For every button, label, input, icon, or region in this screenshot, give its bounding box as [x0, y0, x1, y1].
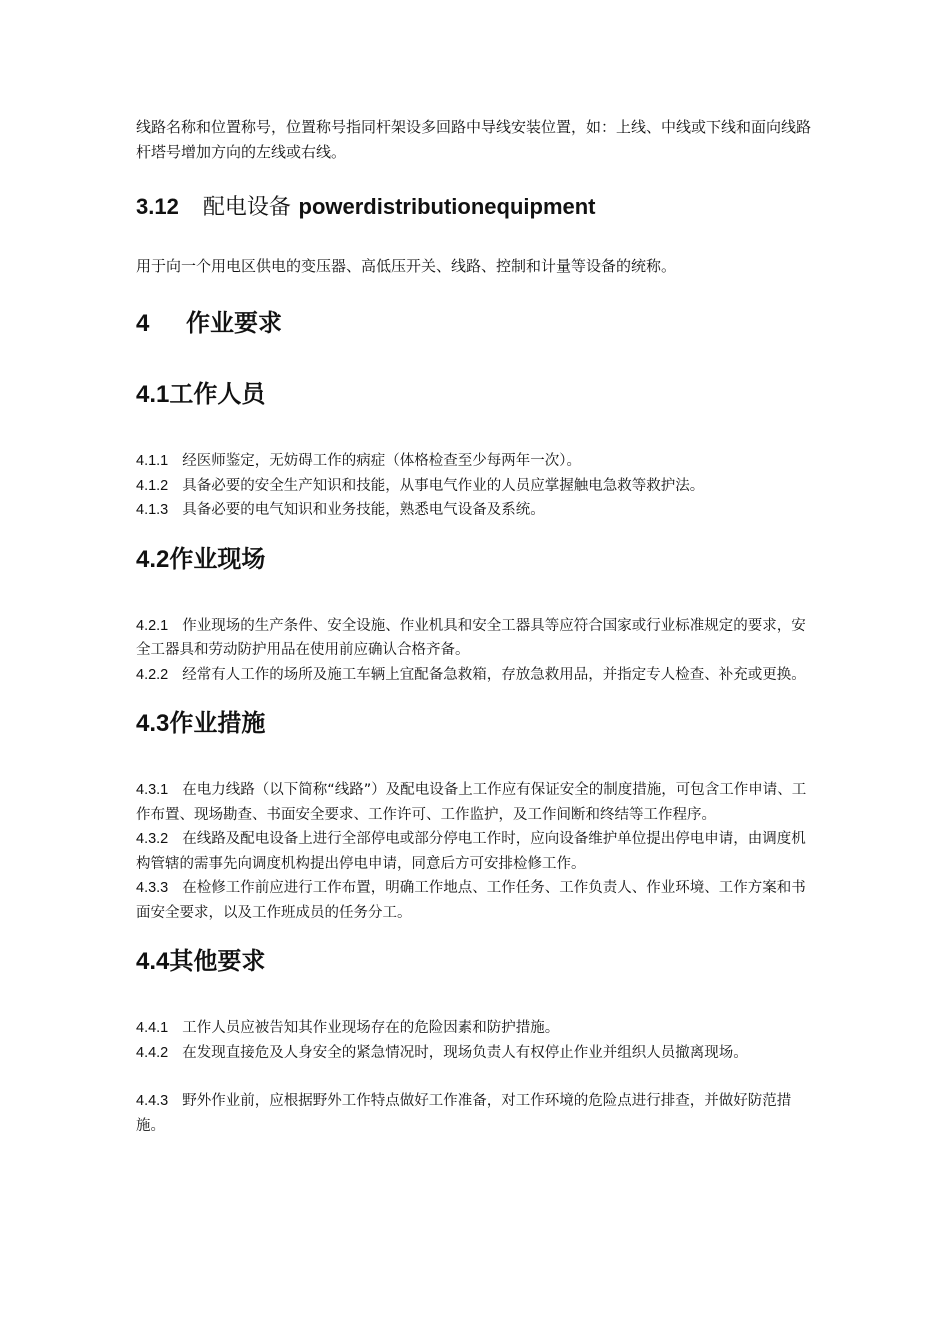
section-title: 作业措施 — [169, 709, 266, 737]
clause-list-4-4 — [136, 1016, 820, 1138]
section-number: 4.4 — [136, 948, 170, 975]
clause-item — [136, 827, 820, 876]
clause-item — [136, 876, 820, 925]
section-title: 工作人员 — [169, 380, 266, 408]
clause-number: 4.2.2 — [136, 666, 169, 683]
section-title: 其他要求 — [169, 947, 266, 975]
clause-item — [136, 778, 820, 827]
clause-text: 具备必要的安全生产知识和技能，从事电气作业的人员应掌握触电急救等救护法。 — [182, 477, 705, 494]
clause-item — [136, 449, 820, 474]
heading-3-12 — [136, 192, 820, 223]
clause-number: 4.3.1 — [136, 782, 169, 798]
clause-text: 在发现直接危及人身安全的紧急情况时，现场负责人有权停止作业并组织人员撤离现场。 — [182, 1044, 748, 1061]
heading-number: 3.12 — [136, 194, 179, 219]
heading-title-cn: 配电设备 — [202, 195, 291, 220]
clause-number: 4.1.1 — [136, 453, 169, 469]
clause-number: 4.1.2 — [136, 477, 169, 494]
clause-number: 4.4.2 — [136, 1044, 169, 1061]
chapter-title: 作业要求 — [186, 309, 282, 337]
clause-item — [136, 1041, 820, 1066]
clause-item — [136, 1016, 820, 1041]
clause-text: 在线路及配电设备上进行全部停电或部分停电工作时，应向设备维护单位提出停电申请，由调度机构管辖的需事先向调度机构提出停电申请，同意后方可安排检修工作。 — [136, 831, 806, 872]
clause-item — [136, 663, 820, 688]
clause-list-4-2 — [136, 614, 820, 688]
clause-number: 4.2.1 — [136, 617, 169, 634]
heading-title-en: powerdistributionequipment — [298, 194, 596, 219]
section-number: 4.1 — [136, 381, 170, 408]
clause-text: 工作人员应被告知其作业现场存在的危险因素和防护措施。 — [182, 1020, 560, 1036]
clause-text: 作业现场的生产条件、安全设施、作业机具和安全工器具等应符合国家或行业标准规定的要求，安全工器具和劳动防护用品在使用前应确认合格齐备。 — [136, 617, 806, 658]
section-heading-4-4 — [136, 945, 820, 978]
clause-number: 4.3.3 — [136, 880, 169, 896]
clause-number: 4.4.1 — [136, 1020, 169, 1036]
chapter-number: 4 — [136, 310, 150, 337]
clause-text: 具备必要的电气知识和业务技能，熟悉电气设备及系统。 — [182, 502, 545, 518]
clause-number: 4.4.3 — [136, 1093, 169, 1109]
chapter-heading — [136, 307, 820, 340]
intro-paragraph: 线路名称和位置称号，位置称号指同杆架设多回路中导线安装位置，如：上线、中线或下线和面向线路杆塔号增加方向的左线或右线。 — [136, 118, 812, 161]
section-number: 4.2 — [136, 545, 170, 573]
section-heading-4-1 — [136, 378, 820, 411]
clause-list-4-1 — [136, 449, 820, 523]
clause-item — [136, 498, 820, 523]
clause-number: 4.3.2 — [136, 831, 169, 847]
clause-text: 在电力线路（以下简称“线路”）及配电设备上工作应有保证安全的制度措施，可包含工作申请、工作布置、现场勘查、书面安全要求、工作许可、工作监护，及工作间断和终结等工作程序。 — [136, 782, 807, 823]
clause-text: 野外作业前，应根据野外工作特点做好工作准备，对工作环境的危险点进行排查，并做好防范措施。 — [136, 1093, 792, 1134]
clause-item — [136, 474, 820, 499]
clause-item — [136, 1089, 820, 1138]
definition-body: 用于向一个用电区供电的变压器、高低压开关、线路、控制和计量等设备的统称。 — [136, 257, 677, 275]
clause-list-4-3 — [136, 778, 820, 925]
clause-number: 4.1.3 — [136, 502, 169, 518]
clause-text: 经常有人工作的场所及施工车辆上宜配备急救箱，存放急救用品，并指定专人检查、补充或更换。 — [182, 666, 806, 683]
document-page — [136, 112, 820, 1138]
section-number: 4.3 — [136, 710, 170, 737]
clause-text: 经医师鉴定，无妨碍工作的病症（体格检查至少每两年一次）。 — [182, 453, 581, 469]
section-heading-4-3 — [136, 707, 820, 740]
section-heading-4-2 — [136, 543, 820, 576]
clause-item — [136, 614, 820, 663]
clause-text: 在检修工作前应进行工作布置，明确工作地点、工作任务、工作负责人、作业环境、工作方案和书面安全要求，以及工作班成员的任务分工。 — [136, 880, 806, 921]
section-title: 作业现场 — [169, 544, 266, 573]
